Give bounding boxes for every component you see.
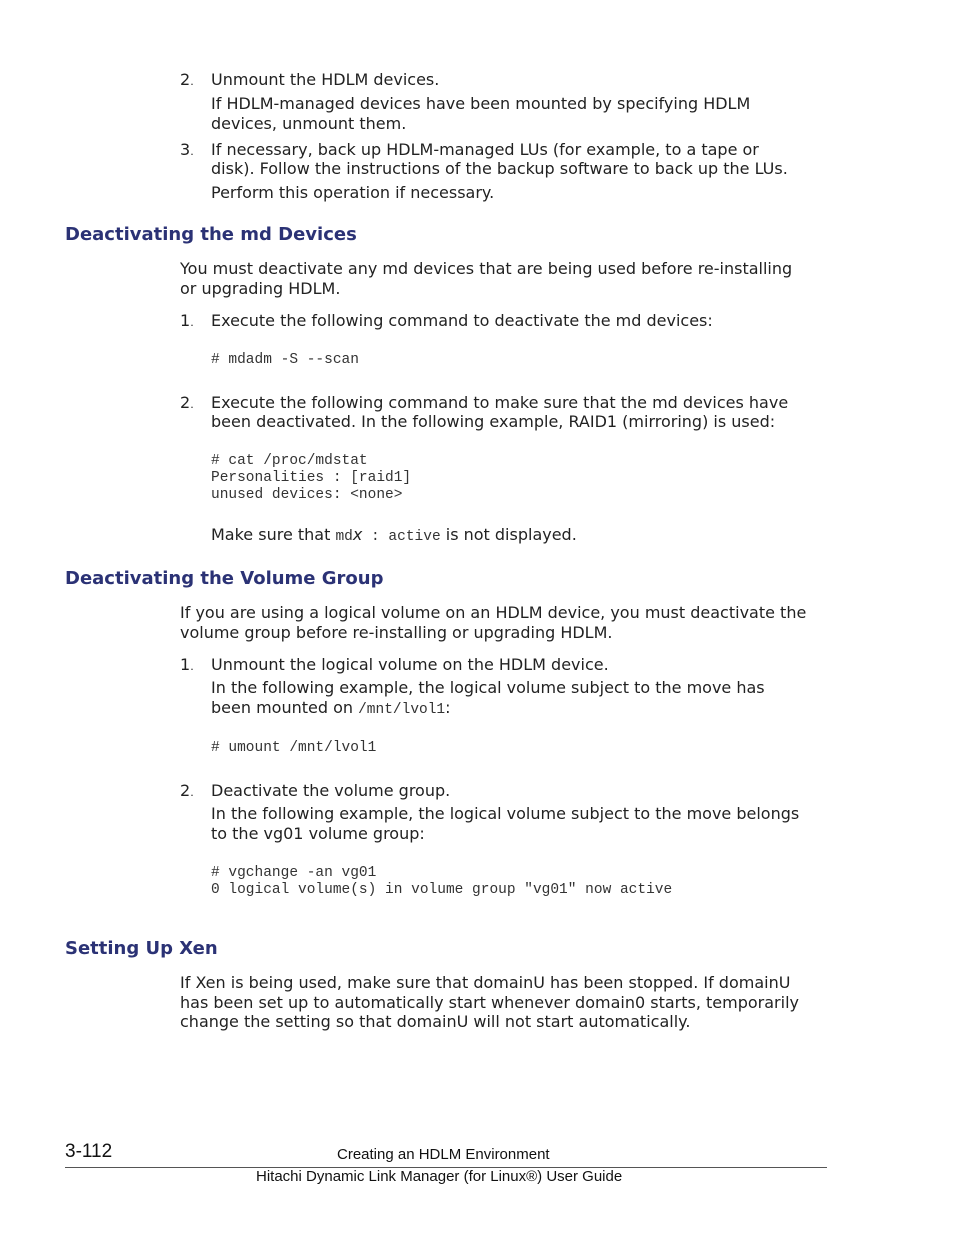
step-number: 3. — [180, 140, 194, 159]
step-text: Unmount the logical volume on the HDLM device. — [211, 655, 609, 674]
step-number: 2. — [180, 781, 194, 800]
step-text: Execute the following command to make sure that the md devices have — [211, 393, 789, 412]
step-detail: Perform this operation if necessary. — [211, 183, 495, 202]
step-number: 1. — [180, 311, 194, 330]
code-block: # cat /proc/mdstat Personalities : [raid1] unused devices: <none> — [211, 453, 412, 503]
step-text: Execute the following command to deactivate the md devices: — [211, 311, 713, 330]
code-block: # umount /mnt/lvol1 — [211, 740, 377, 756]
code-block: # mdadm -S --scan — [211, 352, 359, 368]
section-intro: You must deactivate any md devices that are being used before re-installing — [180, 259, 793, 278]
step-text: been deactivated. In the following example, RAID1 (mirroring) is used: — [211, 412, 776, 431]
footer-guide-title: Hitachi Dynamic Link Manager (for Linux®) User Guide — [256, 1168, 623, 1185]
step-number: 2. — [180, 393, 194, 412]
step-detail: devices, unmount them. — [211, 114, 407, 133]
footer-chapter: Creating an HDLM Environment — [337, 1146, 550, 1163]
step-detail: In the following example, the logical volume subject to the move belongs — [211, 804, 800, 823]
step-text: If necessary, back up HDLM-managed LUs (for example, to a tape or — [211, 140, 759, 159]
step-detail: been mounted on /mnt/lvol1: — [211, 698, 451, 718]
step-detail: In the following example, the logical volume subject to the move has — [211, 678, 765, 697]
code-block: # vgchange -an vg01 0 logical volume(s) in volume group "vg01" now active — [211, 865, 673, 898]
section-intro: volume group before re-installing or upgrading HDLM. — [180, 623, 613, 642]
step-detail: If HDLM-managed devices have been mounted by specifying HDLM — [211, 94, 751, 113]
step-text: Deactivate the volume group. — [211, 781, 451, 800]
section-heading-volume-group: Deactivating the Volume Group — [65, 568, 384, 589]
step-detail: to the vg01 volume group: — [211, 824, 425, 843]
section-intro: or upgrading HDLM. — [180, 279, 341, 298]
step-number: 2. — [180, 70, 194, 89]
section-heading-md-devices: Deactivating the md Devices — [65, 224, 357, 245]
section-paragraph: has been set up to automatically start whenever domain0 starts, temporarily — [180, 993, 799, 1012]
step-text: Unmount the HDLM devices. — [211, 70, 440, 89]
step-number: 1. — [180, 655, 194, 674]
section-paragraph: If Xen is being used, make sure that domainU has been stopped. If domainU — [180, 973, 791, 992]
section-paragraph: change the setting so that domainU will not start automatically. — [180, 1012, 691, 1031]
page-number: 3-112 — [65, 1141, 113, 1162]
check-note: Make sure that mdx : active is not displayed. — [211, 525, 577, 545]
section-heading-xen: Setting Up Xen — [65, 938, 218, 959]
step-text: disk). Follow the instructions of the backup software to back up the LUs. — [211, 159, 788, 178]
section-intro: If you are using a logical volume on an HDLM device, you must deactivate the — [180, 603, 807, 622]
